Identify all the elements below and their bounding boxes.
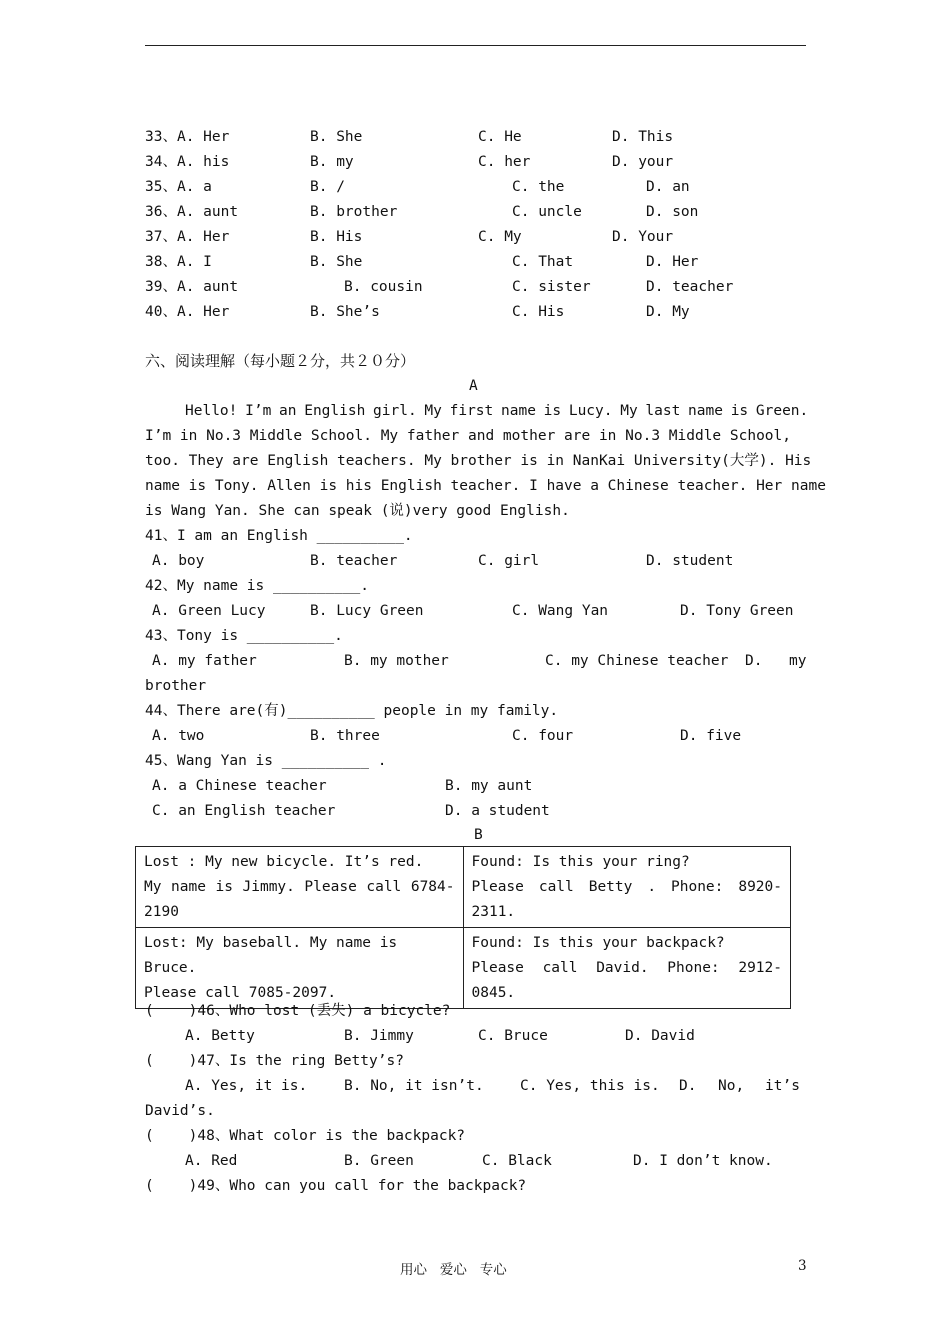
question-44-stem: 44、There are(有)__________ people in my family. (145, 703, 559, 719)
question-46-option-a: A. Betty (185, 1028, 255, 1044)
notice-line: Lost : My new bicycle. It’s red. (144, 854, 424, 870)
notice-found-backpack (463, 928, 791, 1009)
question-45-option-a: A. a Chinese teacher (152, 778, 327, 794)
choice-36-d: D. son (646, 204, 699, 220)
header-rule (145, 45, 806, 46)
question-48-option-d: D. I don’t know. (633, 1153, 773, 1169)
question-48-option-a: A. Red (185, 1153, 238, 1169)
notice-line: Please call 7085-2097. (144, 985, 337, 1001)
passage-b-label: B (474, 827, 483, 843)
choice-36-a: 36、A. aunt (145, 204, 239, 220)
passage-a-line: Hello! I’m an English girl. My first name is Lucy. My last name is Green. (185, 403, 809, 419)
notice-line: Found: Is this your ring? (471, 854, 690, 870)
choice-33-b: B. She (310, 129, 363, 145)
choice-33-d: D. This (612, 129, 674, 145)
choice-39-a: 39、A. aunt (145, 279, 239, 295)
notice-line: Please call Betty . Phone: 8920-2311. (471, 879, 782, 920)
choice-39-b: B. cousin (344, 279, 423, 295)
question-46-stem: ( )46、Who lost (丢失) a bicycle? (145, 1003, 451, 1019)
question-41-option-a: A. boy (152, 553, 205, 569)
question-43-stem: 43、Tony is __________. (145, 628, 343, 644)
notice-line: Found: Is this your backpack? (471, 935, 725, 951)
question-43-option-c: C. my Chinese teacher (545, 653, 729, 669)
question-41-stem: 41、I am an English __________. (145, 528, 413, 544)
notice-lost-baseball (136, 928, 464, 1009)
question-47-option-d-word: No, (718, 1078, 745, 1094)
notice-lost-bicycle (136, 847, 464, 928)
passage-a-line: I’m in No.3 Middle School. My father and mother are in No.3 Middle School, (145, 428, 792, 444)
question-49-stem: ( )49、Who can you call for the backpack? (145, 1178, 527, 1194)
question-43-option-d: D. (745, 653, 763, 669)
question-45-option-b: B. my aunt (445, 778, 533, 794)
question-44-option-c: C. four (512, 728, 574, 744)
question-45-option-c: C. an English teacher (152, 803, 336, 819)
notice-line: Lost: My baseball. My name is Bruce. (144, 935, 398, 976)
question-42-option-a: A. Green Lucy (152, 603, 266, 619)
choice-34-d: D. your (612, 154, 674, 170)
choice-35-a: 35、A. a (145, 179, 212, 195)
choice-39-c: C. sister (512, 279, 591, 295)
choice-40-a: 40、A. Her (145, 304, 230, 320)
section-heading: 六、阅读理解（每小题２分，共２０分） (145, 352, 416, 370)
choice-37-d: D. Your (612, 229, 674, 245)
question-48-option-c: C. Black (482, 1153, 552, 1169)
notice-board (135, 846, 791, 1009)
question-41-option-d: D. student (646, 553, 734, 569)
question-45-stem: 45、Wang Yan is __________ . (145, 753, 387, 769)
choice-36-b: B. brother (310, 204, 398, 220)
question-46-option-c: C. Bruce (478, 1028, 548, 1044)
question-41-option-b: B. teacher (310, 553, 398, 569)
choice-40-b: B. She’s (310, 304, 380, 320)
question-47-stem: ( )47、Is the ring Betty’s? (145, 1053, 404, 1069)
question-42-option-d: D. Tony Green (680, 603, 794, 619)
question-46-option-d: D. David (625, 1028, 695, 1044)
question-47-option-a: A. Yes, it is. (185, 1078, 308, 1094)
notice-found-ring (463, 847, 791, 928)
question-47-option-d: D. (679, 1078, 697, 1094)
question-47-option-c: C. Yes, this is. (520, 1078, 660, 1094)
choice-34-c: C. her (478, 154, 531, 170)
question-43-option-d-cont: brother (145, 678, 207, 694)
question-48-stem: ( )48、What color is the backpack? (145, 1128, 466, 1144)
question-44-option-b: B. three (310, 728, 380, 744)
passage-a-label: A (469, 378, 478, 394)
choice-38-d: D. Her (646, 254, 699, 270)
choice-38-b: B. She (310, 254, 363, 270)
question-47-option-b: B. No, it isn’t. (344, 1078, 484, 1094)
passage-a-line: name is Tony. Allen is his English teacher. I have a Chinese teacher. Her name (145, 478, 826, 494)
passage-a-line: is Wang Yan. She can speak (说)very good English. (145, 503, 570, 519)
question-45-option-d: D. a student (445, 803, 550, 819)
choice-37-c: C. My (478, 229, 522, 245)
question-43-option-b: B. my mother (344, 653, 449, 669)
question-44-option-d: D. five (680, 728, 742, 744)
choice-39-d: D. teacher (646, 279, 734, 295)
question-42-option-c: C. Wang Yan (512, 603, 609, 619)
page-number: 3 (798, 1258, 807, 1274)
choice-34-b: B. my (310, 154, 354, 170)
notice-line: My name is Jimmy. Please call 6784-2190 (144, 879, 455, 920)
question-44-option-a: A. two (152, 728, 205, 744)
choice-37-b: B. His (310, 229, 363, 245)
choice-40-c: C. His (512, 304, 565, 320)
question-47-option-d-cont: David’s. (145, 1103, 215, 1119)
question-41-option-c: C. girl (478, 553, 540, 569)
choice-33-c: C. He (478, 129, 522, 145)
choice-36-c: C. uncle (512, 204, 582, 220)
choice-38-a: 38、A. I (145, 254, 212, 270)
choice-35-d: D. an (646, 179, 690, 195)
choice-40-d: D. My (646, 304, 690, 320)
question-46-option-b: B. Jimmy (344, 1028, 414, 1044)
question-42-stem: 42、My name is __________. (145, 578, 370, 594)
choice-38-c: C. That (512, 254, 574, 270)
footer-motto: 用心 爱心 专心 (400, 1262, 507, 1278)
question-48-option-b: B. Green (344, 1153, 414, 1169)
question-47-option-d-word: it’s (765, 1078, 800, 1094)
choice-35-b: B. / (310, 179, 345, 195)
choice-34-a: 34、A. his (145, 154, 230, 170)
question-42-option-b: B. Lucy Green (310, 603, 424, 619)
choice-37-a: 37、A. Her (145, 229, 230, 245)
passage-a-line: too. They are English teachers. My brother is in NanKai University(大学). His (145, 453, 812, 469)
choice-33-a: 33、A. Her (145, 129, 230, 145)
question-43-option-a: A. my father (152, 653, 257, 669)
choice-35-c: C. the (512, 179, 565, 195)
notice-line: Please call David. Phone: 2912-0845. (471, 960, 782, 1001)
question-43-option-d-text: my (789, 653, 807, 669)
